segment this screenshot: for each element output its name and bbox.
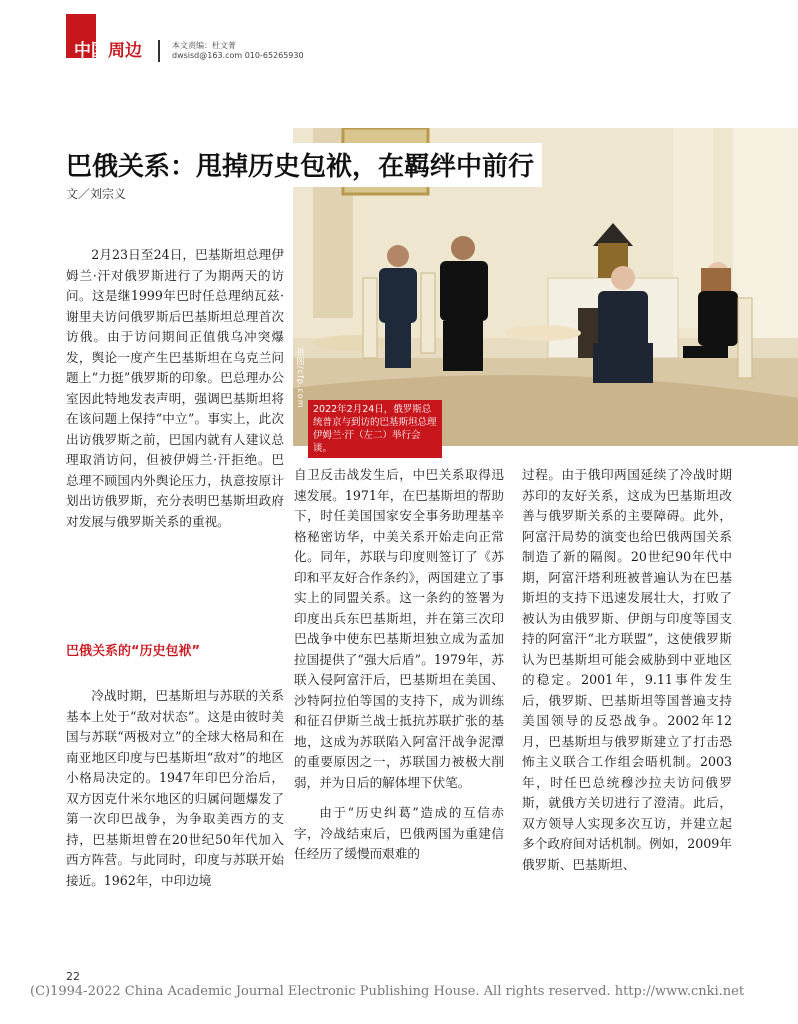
section-tag — [74, 36, 142, 61]
page-number: 22 — [66, 970, 80, 983]
copyright-footer: (C)1994-2022 China Academic Journal Electronic Publishing House. All rights reserved. http://www.cnki.net — [30, 984, 745, 999]
editor-credit: 本文责编：杜文菁 — [172, 41, 236, 50]
paragraph-cold-war: 冷战时期，巴基斯坦与苏联的关系基本上处于“敌对状态”。这是由彼时美国与苏联“两极对立”的全球大格局和在南亚地区印度与巴基斯坦“敌对”的地区小格局决定的。1947年印巴分治后，双方因克什米尔地区的归属问题爆发了第一次印巴战争，为争取美西方的支持，巴基斯坦曾在20世纪50年代加入西方阵营。与此同时，印度与苏联开始接近。1962年，中印边境 — [66, 688, 284, 888]
photo-credit: 供图/cfp.com — [296, 348, 305, 409]
section-tag-white: 中国 — [74, 41, 108, 61]
paragraph-trust-deficit: 由于“历史纠葛”造成的互信赤字，冷战结束后，巴俄两国为重建信任经历了缓慢而艰难的 — [294, 805, 504, 861]
article-column-1-lower — [66, 686, 284, 891]
header-divider — [158, 40, 160, 62]
article-column-3 — [522, 465, 732, 875]
paragraph-cold-war-continued: 自卫反击战发生后，中巴关系取得迅速发展。1971年，在巴基斯坦的帮助下，时任美国国家安全事务助理基辛格秘密访华，中美关系开始走向正常化。同年，苏联与印度则签订了《苏印和平友好合作条约》，两国建立了事实上的同盟关系。这一条约的签署为印度出兵东巴基斯坦，并在第三次印巴战争中使东巴基斯坦独立成为孟加拉国提供了“强大后盾”。1979年，苏联入侵阿富汗后，巴基斯坦在美国、沙特阿拉伯等国的支持下，成为训练和征召伊斯兰战士抵抗苏联扩张的基地，这成为苏联陷入阿富汗战争泥潭的重要原因之一，苏联国力被极大削弱，并为日后的解体埋下伏笔。 — [294, 467, 504, 790]
editor-contact: dwsisd@163.com 010-65265930 — [172, 51, 304, 60]
paragraph-trust-deficit-continued: 过程。由于俄印两国延续了冷战时期苏印的友好关系，这成为巴基斯坦改善与俄罗斯关系的主要障碍。此外，阿富汗局势的演变也给巴俄两国关系制造了新的隔阂。20世纪90年代中期，阿富汗塔利班被普遍认为在巴基斯坦的支持下迅速发展壮大，打败了被认为由俄罗斯、伊朗与印度等国支持的阿富汗“北方联盟”，这使俄罗斯认为巴基斯坦可能会威胁到中亚地区的稳定。2001年，9.11事件发生后，俄罗斯、巴基斯坦等国普遍支持美国领导的反恐战争。2002年12月，巴基斯坦与俄罗斯建立了打击恐怖主义联合工作组会晤机制。2003年，时任巴总统穆沙拉夫访问俄罗斯，就俄方关切进行了澄清。此后，双方领导人实现多次互访，并建立起多个政府间对话机制。例如，2009年俄罗斯、巴基斯坦、 — [522, 467, 732, 872]
article-title: 巴俄关系：甩掉历史包袱，在羁绊中前行 — [66, 143, 542, 187]
section-heading: 巴俄关系的“历史包袱” — [66, 644, 201, 659]
article-column-2 — [294, 465, 504, 865]
article-author: 文／刘宗义 — [66, 187, 127, 201]
photo-caption: 2022年2月24日，俄罗斯总统普京与到访的巴基斯坦总理伊姆兰·汗（左二）举行会谈。 — [308, 400, 442, 458]
section-tag-red: 周边 — [108, 41, 142, 61]
paragraph-intro: 2月23日至24日，巴基斯坦总理伊姆兰·汗对俄罗斯进行了为期两天的访问。这是继1999年巴时任总理纳瓦兹·谢里夫访问俄罗斯后巴基斯坦总理首次访俄。由于访问期间正值俄乌冲突爆发，舆论一度产生巴基斯坦在乌克兰问题上“力挺”俄罗斯的印象。巴总理办公室因此特地发表声明，强调巴基斯坦将在该问题上保持“中立”。事实上，此次出访俄罗斯之前，巴国内就有人建议总理取消访问，但被伊姆兰·汗拒绝。巴总理不顾国内外舆论压力，执意按原计划出访俄罗斯，充分表明巴基斯坦政府对发展与俄罗斯关系的重视。 — [66, 247, 284, 529]
article-column-1 — [66, 245, 284, 532]
